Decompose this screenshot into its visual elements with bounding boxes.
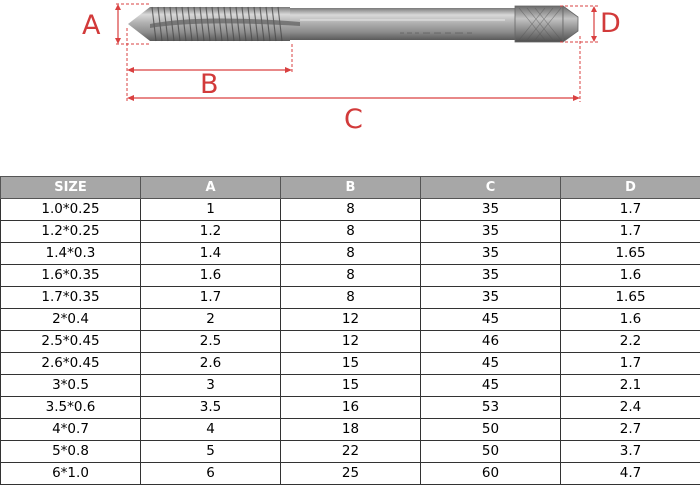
cell-size: 2*0.4 xyxy=(1,309,141,331)
cell-c: 45 xyxy=(421,353,561,375)
cell-d: 2.2 xyxy=(561,331,700,353)
header-size: SIZE xyxy=(1,177,141,199)
table-row xyxy=(1,309,700,331)
cell-size: 1.2*0.25 xyxy=(1,221,141,243)
cell-d: 1.7 xyxy=(561,199,700,221)
cell-size: 2.6*0.45 xyxy=(1,353,141,375)
cell-b: 8 xyxy=(281,221,421,243)
table-row xyxy=(1,287,700,309)
cell-c: 46 xyxy=(421,331,561,353)
cell-b: 16 xyxy=(281,397,421,419)
cell-d: 3.7 xyxy=(561,441,700,463)
cell-size: 1.7*0.35 xyxy=(1,287,141,309)
cell-d: 2.7 xyxy=(561,419,700,441)
cell-d: 1.6 xyxy=(561,265,700,287)
cell-d: 2.4 xyxy=(561,397,700,419)
cell-c: 45 xyxy=(421,375,561,397)
cell-b: 8 xyxy=(281,199,421,221)
tap-tool xyxy=(128,6,578,42)
label-a: A xyxy=(82,10,101,41)
cell-d: 1.65 xyxy=(561,287,700,309)
label-c: C xyxy=(344,104,363,135)
cell-c: 45 xyxy=(421,309,561,331)
cell-size: 6*1.0 xyxy=(1,463,141,485)
cell-d: 1.7 xyxy=(561,353,700,375)
cell-b: 12 xyxy=(281,331,421,353)
table-row xyxy=(1,397,700,419)
table-row xyxy=(1,419,700,441)
cell-a: 1.6 xyxy=(141,265,281,287)
cell-a: 4 xyxy=(141,419,281,441)
cell-c: 50 xyxy=(421,419,561,441)
cell-d: 4.7 xyxy=(561,463,700,485)
cell-a: 1 xyxy=(141,199,281,221)
cell-a: 6 xyxy=(141,463,281,485)
cell-size: 3*0.5 xyxy=(1,375,141,397)
table-row xyxy=(1,463,700,485)
cell-a: 2 xyxy=(141,309,281,331)
cell-b: 8 xyxy=(281,243,421,265)
cell-d: 2.1 xyxy=(561,375,700,397)
cell-c: 50 xyxy=(421,441,561,463)
header-c: C xyxy=(421,177,561,199)
cell-size: 5*0.8 xyxy=(1,441,141,463)
cell-b: 18 xyxy=(281,419,421,441)
cell-a: 5 xyxy=(141,441,281,463)
cell-a: 2.5 xyxy=(141,331,281,353)
table-row xyxy=(1,265,700,287)
header-b: B xyxy=(281,177,421,199)
cell-c: 60 xyxy=(421,463,561,485)
cell-b: 15 xyxy=(281,375,421,397)
cell-a: 2.6 xyxy=(141,353,281,375)
cell-d: 1.6 xyxy=(561,309,700,331)
tap-dimension-diagram xyxy=(0,0,700,150)
table-row xyxy=(1,353,700,375)
table-row xyxy=(1,243,700,265)
cell-c: 35 xyxy=(421,221,561,243)
table-row xyxy=(1,221,700,243)
table-header-row xyxy=(1,177,700,199)
table-row xyxy=(1,375,700,397)
cell-size: 3.5*0.6 xyxy=(1,397,141,419)
cell-d: 1.7 xyxy=(561,221,700,243)
table-row xyxy=(1,199,700,221)
cell-c: 35 xyxy=(421,287,561,309)
cell-b: 8 xyxy=(281,287,421,309)
cell-a: 3.5 xyxy=(141,397,281,419)
cell-b: 25 xyxy=(281,463,421,485)
cell-c: 35 xyxy=(421,199,561,221)
cell-c: 53 xyxy=(421,397,561,419)
cell-size: 4*0.7 xyxy=(1,419,141,441)
cell-b: 12 xyxy=(281,309,421,331)
cell-size: 2.5*0.45 xyxy=(1,331,141,353)
cell-c: 35 xyxy=(421,265,561,287)
cell-a: 3 xyxy=(141,375,281,397)
cell-b: 22 xyxy=(281,441,421,463)
cell-size: 1.4*0.3 xyxy=(1,243,141,265)
header-a: A xyxy=(141,177,281,199)
label-b: B xyxy=(200,69,219,100)
table-row xyxy=(1,441,700,463)
cell-size: 1.6*0.35 xyxy=(1,265,141,287)
cell-d: 1.65 xyxy=(561,243,700,265)
cell-b: 15 xyxy=(281,353,421,375)
cell-c: 35 xyxy=(421,243,561,265)
cell-a: 1.4 xyxy=(141,243,281,265)
size-spec-table xyxy=(0,176,700,485)
cell-b: 8 xyxy=(281,265,421,287)
cell-a: 1.2 xyxy=(141,221,281,243)
label-d: D xyxy=(600,8,621,39)
dimension-c xyxy=(127,95,580,101)
cell-a: 1.7 xyxy=(141,287,281,309)
header-d: D xyxy=(561,177,700,199)
table-row xyxy=(1,331,700,353)
cell-size: 1.0*0.25 xyxy=(1,199,141,221)
